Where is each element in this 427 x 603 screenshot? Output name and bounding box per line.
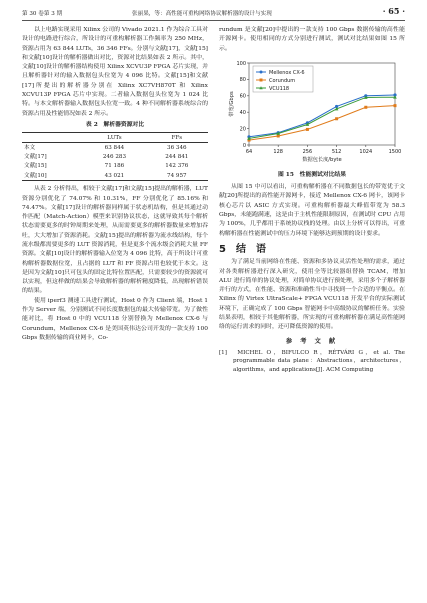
data-point [277,134,280,137]
bandwidth-chart [219,57,405,169]
right-column [219,26,405,374]
header-page-number: · 65 · [382,6,405,16]
paragraph: 从表 2 分析得出，相较于文献[17]和文献[15]提出的解析器，LUT 资源分别优化了 74.07% 和 10.31%，FF 分别优化了 85.16% 和 74.47%。文献[17]设计的解析器同样属于状态机结构，但是其通过动作匹配（Match-Action）模型来识别协议状态，这就导致其每个解析状态需要更多的时钟周期来处理，从而需要更多的解析器数量来增加吞吐，大大增加了资源消耗。文献[15]提出的解析器为流水线结构，每个流水级都需要更多的 LUT 资源消耗，但是更多个流水级会消耗大量 FF 资源。文献[10]设计的解析器输入位宽为 4 096 比特，高于所设计可重构解析器数据位宽，且占据的 LUT 和 FF 资源占用也较优于本文。这是因为文献[10]只可包头的固定比特位置匹配，只需要较少的资源就可以实现，但这样做的结果会导致解析器的解析精度降低，出现解析错误的结果。 [22,186,208,295]
section-heading: 5 结 语 [219,243,266,255]
table-row [22,153,208,162]
table-row [22,143,208,153]
y-tick-label: 80 [239,77,246,84]
table-cell: 43 021 [104,172,125,179]
x-axis-label: 数据包长度/byte [302,156,342,163]
header-volume: 第 30 卷第 3 期 [22,11,63,17]
left-column [22,26,208,343]
paragraph: 以上电路实现采用 Xilinx 公司的 Vivado 2021.1 作为综合工具对设计的电路进行综合，所设计的可重构解析器工作频率为 250 MHz，资源占用为 63 844 LUTs，36 346 FFs。分别与文献[17]，文献[15]和文献[10]设计的解析器做出对比，资源对比结果如表 2 所示。其中，文献[10]设计的解析器结构使用 Xilinx XCVU3P FPGA 芯片实现，并且解析器针对的输入数据包头位宽为 4 096 比特。文献[15]和文献[17]所提出的解析器分别在 Xilinx XC7VH870T 和 Xilinx XCVU13P FPGA 芯片中实现。二者输入数据包头位宽为 1 024 比特。与本文解析器输入数据包头位宽一致。4 种不同解析器系统综合的资源占用及性能情况如表 2 所示。 [22,27,208,117]
references-heading: 参 考 文 献 [285,337,339,345]
table-cell: 74 957 [167,172,187,179]
legend-marker [260,70,263,73]
x-tick-label: 64 [245,148,253,155]
series-line-0 [249,95,395,137]
table-cell: 文献[15] [24,163,47,170]
figure-15 [219,57,405,169]
header-article-title: 张丽果，等：高性能可重构网络协议解析器的设计与实现 [132,11,272,17]
table-cell: 本文 [24,145,36,152]
x-tick-label: 128 [273,148,283,155]
paragraph: rundum 是文献[20]中提出的一款支持 100 Gbps 数据传输的高性能开源网卡。使用相同的方式分别进行测试，测试对比结果如图 15 所示。 [219,27,405,52]
table-cell: 36 346 [167,145,187,152]
table-cell: 244 841 [165,154,189,161]
paragraph: 从图 15 中可以看出，可重构解析器在不同数据包长的带宽优于文献[20]所提出的高性能开源网卡，接近 Mellenox CX-6 网卡，该网卡核心芯片以 ASIC 方式实现。可重构解析器最大峰值带宽为 58.3 Gbps，未能跑满速，这是由于主机性能限制原因，在测试时 CPU 占用为 100%，几乎都用于系统协议栈的处理。由以上分析可以得出，可重构解析器在性能测试中的压力环境下能够达到预期的设计要求。 [219,184,405,237]
x-tick-label: 1024 [359,148,373,155]
y-tick-label: 20 [239,126,246,133]
table-cell: 文献[17] [24,154,47,161]
legend-marker [260,78,263,81]
x-tick-label: 1500 [388,148,402,155]
paragraph: 使用 iperf3 测速工具进行测试，Host 0 作为 Client 端，Host 1 作为 Server 端，分别测试不同长度数据包的最大传输带宽。为了做性能对比，将 Host 0 中的 VCU118 分别替换为 Mellenox CX-6 与 Corundum，Mellenox CX-6 是美国英伟达公司开发的一款支持 100 Gbps 数据传输的商业网卡，Co- [22,297,208,341]
y-tick-label: 60 [239,93,246,100]
resource-table [22,132,208,181]
x-tick-label: 256 [302,148,313,155]
table-header [22,133,83,143]
y-tick-label: 40 [239,109,246,116]
table-row [22,162,208,171]
data-point [335,117,338,120]
data-point [306,128,309,131]
table-cell: 文献[10] [24,172,47,179]
series-line-2 [249,97,395,138]
table-cell: 142 376 [165,163,189,170]
table-caption: 表 2 解析器资源对比 [85,121,145,128]
legend-label: Corundum [269,77,296,84]
y-tick-label: 0 [242,142,246,149]
table-header: LUTs [107,134,122,141]
running-header [22,6,405,21]
figure-caption: 图 15 性能测试对比结果 [277,171,347,178]
y-axis-label: 带宽/Gbps [229,91,235,117]
table-cell: 71 186 [104,163,125,170]
data-point [394,104,397,107]
table-header: FFs [171,134,183,141]
y-tick-label: 100 [236,60,246,67]
table-row [22,171,208,181]
table-header-row [22,133,208,143]
reference-item: [1] MICHEL O，BIFULCO R，RÉTVÁRI G，et al. The programmable data plane：Abstractions，architectures，algorithms，and applications[J]. ACM Computing [219,349,405,373]
legend-label: Mellenox CX-6 [269,69,305,76]
table-cell: 246 283 [102,154,127,161]
legend-label: VCU118 [269,85,290,92]
paragraph: 为了满足当前网络在性能、资源和多协议灵活性处理的需求，通过对各类解析器进行深入研究，使用全等比较器组替换 TCAM，增加 ALU 进行简单的协议处理，对简单协议进行预处理，采用多个子解析器并行的方式，在性能、资源和准确性当中寻找到一个合适的平衡点。在 Xilinx 的 Virtex UltraScale+ FPGA VCU118 开发平台的实际测试环境下，正确完成了 100 Gbps 智能网卡中高级协议的解析任务。实验结果表明，相较于其他解析器，所实现的可重构解析器在满足高性能网络的运行需求的同时，还可降低资源的使用。 [219,259,405,331]
x-tick-label: 512 [331,148,342,155]
data-point [364,106,367,109]
table-cell: 63 844 [104,145,125,152]
